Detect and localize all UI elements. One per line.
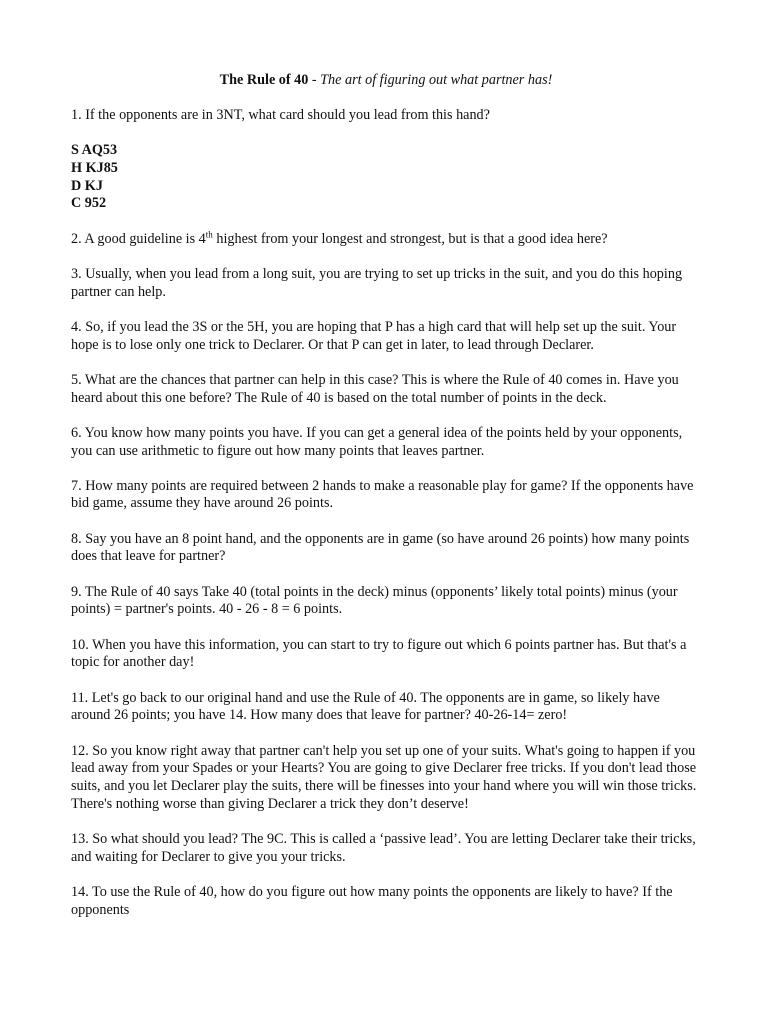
- paragraph-2: [71, 228, 701, 249]
- paragraph-11: 11. Let's go back to our original hand and use the Rule of 40. The opponents are in game, so likely have around 26 points; you have 14. How many does that leave for partner? 40-26-14= zero!: [71, 689, 660, 724]
- paragraph-4: 4. So, if you lead the 3S or the 5H, you are hoping that P has a high card that will help set up the suit. Your hope is to lose only one trick to Declarer. Or that P can get in later, to lead through Declarer.: [71, 318, 677, 353]
- paragraph-2-after: highest from your longest and strongest, but is that a good idea here?: [212, 230, 608, 247]
- paragraph-13: 13. So what should you lead? The 9C. This is called a ‘passive lead’. You are letting Declarer take their tricks, and waiting for Declarer to give you your tricks.: [71, 831, 696, 865]
- document-page: [71, 72, 701, 937]
- paragraph-1: 1. If the opponents are in 3NT, what card should you lead from this hand?: [71, 106, 490, 123]
- title-subtitle: The art of figuring out what partner has!: [320, 72, 553, 88]
- bridge-hand: [71, 142, 701, 213]
- title-bold: The Rule of 40: [219, 72, 309, 88]
- hand-diamonds: D KJ: [71, 177, 103, 194]
- hand-spades: S AQ53: [71, 141, 118, 158]
- paragraph-2-sup: th: [205, 228, 213, 239]
- hand-clubs: C 952: [71, 195, 107, 212]
- paragraph-10: 10. When you have this information, you can start to try to figure out which 6 points partner has. But that's a topic for another day!: [71, 636, 687, 671]
- paragraph-9: 9. The Rule of 40 says Take 40 (total points in the deck) minus (opponents’ likely total points) minus (your points) = partner's points. 40 - 26 - 8 = 6 points.: [71, 583, 678, 618]
- title-dash: -: [308, 72, 321, 88]
- paragraph-3: 3. Usually, when you lead from a long suit, you are trying to set up tricks in the suit, and you do this hoping partner can help.: [71, 265, 683, 300]
- paragraph-7: 7. How many points are required between 2 hands to make a reasonable play for game? If the opponents have bid game, assume they have around 26 points.: [71, 477, 694, 512]
- paragraph-6: 6. You know how many points you have. If you can get a general idea of the points held by your opponents, you can use arithmetic to figure out how many points that leaves partner.: [71, 424, 683, 459]
- paragraph-8: 8. Say you have an 8 point hand, and the opponents are in game (so have around 26 points) how many points does that leave for partner?: [71, 530, 690, 565]
- document-title: [71, 72, 701, 90]
- paragraph-2-before: 2. A good guideline is 4: [71, 230, 206, 247]
- hand-hearts: H KJ85: [71, 159, 118, 176]
- paragraph-12: 12. So you know right away that partner can't help you set up one of your suits. What's going to happen if you lead away from your Spades or your Hearts? You are going to give Declarer free tricks. If you don't lead those suits, and you let Declarer play the suits, there will be finesses into your hand where you will win those tricks. There's nothing worse than giving Declarer a trick they don’t deserve!: [71, 742, 697, 812]
- paragraph-5: 5. What are the chances that partner can help in this case? This is where the Rule of 40 comes in. Have you heard about this one before? The Rule of 40 is based on the total number of points in the deck.: [71, 371, 679, 406]
- paragraph-14: 14. To use the Rule of 40, how do you figure out how many points the opponents are likely to have? If the opponents: [71, 884, 673, 918]
